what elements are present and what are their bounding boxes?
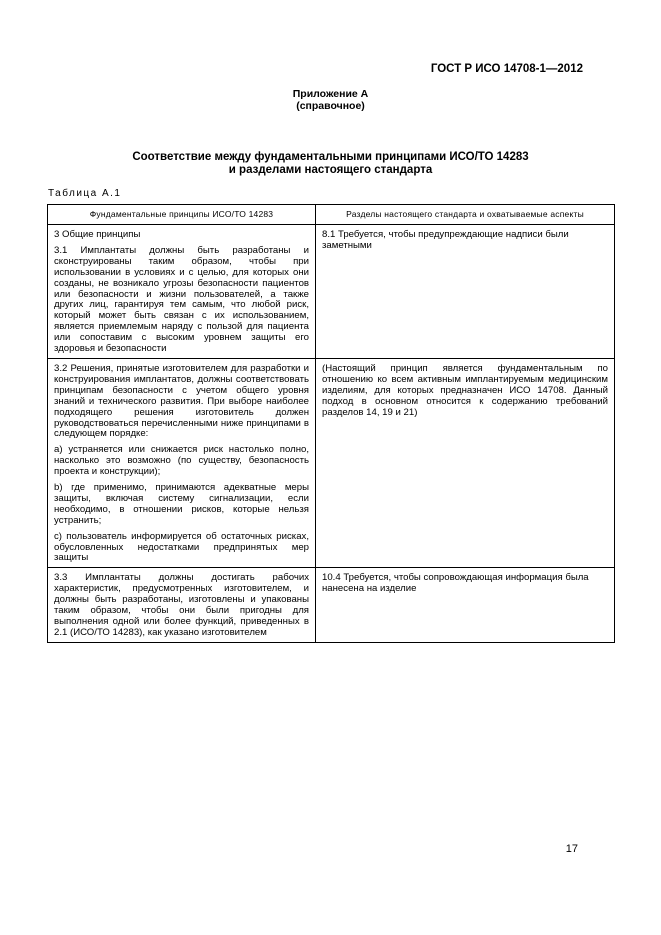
cell-paragraph: (Настоящий принцип является фундаментальным по отношению ко всем активным имплантируемым медицинским изделиям, для которых предназначен ИСО 14708. Данный подход в основном относится к содержанию требований разделов 14, 19 и 21): [322, 362, 608, 418]
section-title-line1: Соответствие между фундаментальными принципами ИСО/ТО 14283: [132, 151, 529, 163]
table-row: [48, 225, 615, 359]
table-header-row: [48, 205, 615, 225]
table-cell-section: [316, 568, 615, 642]
cell-paragraph: c) пользователь информируется об остаточных рисках, обусловленных недостатками предпринятых мер защиты: [54, 530, 309, 564]
cell-paragraph: 3.1 Имплантаты должны быть разработаны и сконструированы таким образом, чтобы при использовании в условиях и с целью, для которых они созданы, не возникало угрозы безопасности пациентов или безопасности и жизни пользователей, а также других лиц, гарантируя тем самым, что любой риск, который может быть связан с их использованием, является приемлемым наряду с пользой для пациента или сопоставим с высоким уровнем защиты его здоровья и безопасности: [54, 244, 309, 355]
table-caption: Таблица А.1: [48, 188, 122, 199]
table-cell-principle: [48, 568, 316, 642]
section-title-line2: и разделами настоящего стандарта: [228, 164, 433, 176]
table-cell-section: [316, 225, 615, 359]
standard-code: ГОСТ Р ИСО 14708-1—2012: [430, 63, 583, 75]
page-number: 17: [565, 843, 578, 855]
cell-paragraph: а) устраняется или снижается риск настолько полно, насколько это возможно (по существу, безопасность проекта и конструкции);: [54, 444, 309, 478]
header-principles: Фундаментальные принципы ИСО/ТО 14283: [48, 205, 316, 225]
header-sections: Разделы настоящего стандарта и охватываемые аспекты: [316, 205, 615, 225]
cell-paragraph: 10.4 Требуется, чтобы сопровождающая информация была нанесена на изделие: [322, 572, 589, 595]
cell-paragraph: 3 Общие принципы: [54, 229, 141, 240]
table-cell-section: [316, 358, 615, 567]
section-title: [0, 151, 661, 177]
table-row: [48, 358, 615, 567]
correspondence-table: [47, 204, 615, 643]
annex-subtitle: (справочное): [296, 100, 365, 112]
cell-paragraph: b) где применимо, принимаются адекватные меры защиты, включая систему сигнализации, если необходимо, в отношении рисков, которые нельзя устранить;: [54, 482, 309, 526]
table-cell-principle: [48, 358, 316, 567]
annex-title: Приложение А: [292, 88, 369, 100]
cell-paragraph: 3.2 Решения, принятые изготовителем для разработки и конструирования имплантатов, должны соответствовать принципам безопасности с учетом общего уровня знаний и технического развития. При выборе наиболее подходящего решения изготовитель должен руководствоваться перечисленными ниже принципами в следующем порядке:: [54, 362, 309, 440]
table-row: [48, 568, 615, 642]
table-cell-principle: [48, 225, 316, 359]
cell-paragraph: 8.1 Требуется, чтобы предупреждающие надписи были заметными: [322, 229, 569, 251]
cell-paragraph: 3.3 Имплантаты должны достигать рабочих характеристик, предусмотренных изготовителем, и должны быть разработаны, изготовлены и упакованы таким образом, чтобы они были пригодны для выполнения одной или более функций, приведенных в 2.1 (ИСО/ТО 14283), как указано изготовителем: [54, 572, 309, 638]
annex-heading: [0, 88, 661, 112]
